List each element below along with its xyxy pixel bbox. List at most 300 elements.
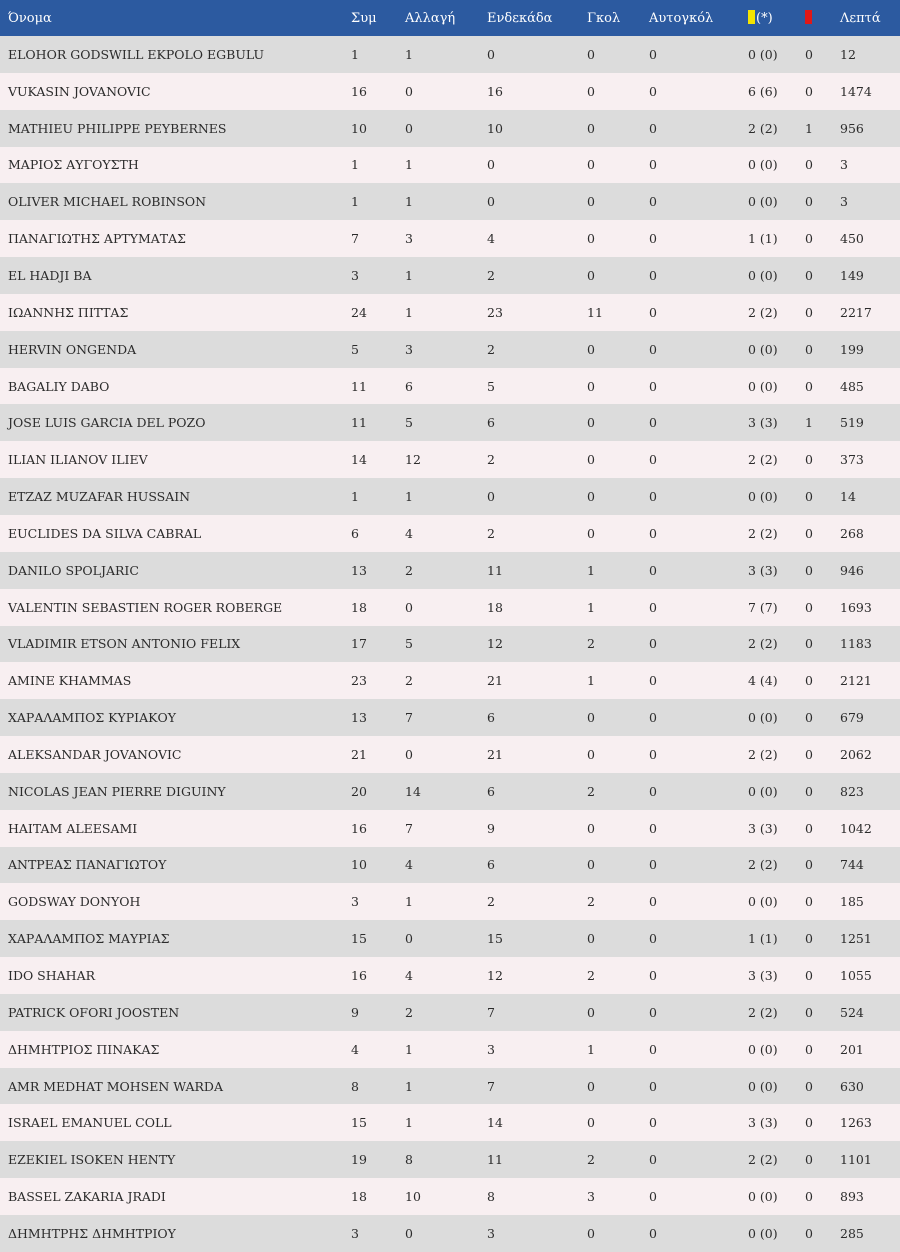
cell-subs: 0 [405,599,413,615]
cell-name[interactable]: ΧΑΡΑΛΑΜΠΟΣ ΚΥΡΙΑΚΟΥ [8,710,176,726]
cell-subs: 4 [405,525,413,541]
cell-own-goals: 0 [649,194,657,210]
cell-starts: 11 [487,562,503,578]
cell-apps: 19 [351,1152,367,1168]
header-subs[interactable]: Αλλαγή [405,10,456,26]
cell-red-cards: 0 [805,746,813,762]
cell-goals: 0 [587,378,595,394]
cell-goals: 0 [587,710,595,726]
table-row [0,736,900,773]
cell-apps: 10 [351,120,367,136]
cell-apps: 24 [351,304,367,320]
cell-name[interactable]: ΙΩΑΝΝΗΣ ΠΙΤΤΑΣ [8,304,129,320]
cell-own-goals: 0 [649,341,657,357]
table-row [0,294,900,331]
cell-own-goals: 0 [649,820,657,836]
cell-minutes: 450 [840,231,864,247]
cell-goals: 1 [587,1041,595,1057]
cell-own-goals: 0 [649,673,657,689]
cell-name[interactable]: GODSWAY DONYOH [8,894,141,910]
table-row [0,404,900,441]
cell-own-goals: 0 [649,1115,657,1131]
cell-starts: 6 [487,415,495,431]
cell-minutes: 519 [840,415,864,431]
cell-starts: 2 [487,525,495,541]
cell-goals: 0 [587,341,595,357]
header-name[interactable]: Όνομα [8,10,52,26]
cell-apps: 5 [351,341,359,357]
table-row [0,957,900,994]
cell-red-cards: 0 [805,1004,813,1020]
cell-own-goals: 0 [649,599,657,615]
cell-name[interactable]: AMR MEDHAT MOHSEN WARDA [8,1078,223,1094]
cell-goals: 0 [587,746,595,762]
cell-subs: 1 [405,267,413,283]
cell-goals: 2 [587,636,595,652]
cell-subs: 2 [405,562,413,578]
table-row [0,810,900,847]
cell-yellow-cards: 2 (2) [748,636,778,652]
cell-minutes: 956 [840,120,864,136]
cell-own-goals: 0 [649,1041,657,1057]
cell-starts: 6 [487,857,495,873]
cell-own-goals: 0 [649,931,657,947]
table-body [0,36,900,1252]
cell-minutes: 823 [840,783,864,799]
cell-own-goals: 0 [649,783,657,799]
cell-name[interactable]: VUKASIN JOVANOVIC [8,83,151,99]
cell-subs: 5 [405,636,413,652]
cell-apps: 3 [351,267,359,283]
cell-apps: 3 [351,894,359,910]
cell-subs: 1 [405,489,413,505]
header-minutes[interactable]: Λεπτά [840,10,881,26]
cell-minutes: 893 [840,1189,864,1205]
cell-minutes: 1251 [840,931,872,947]
table-row [0,368,900,405]
table-row [0,1031,900,1068]
cell-name[interactable]: ΔΗΜΗΤΡΙΟΣ ΠΙΝΑΚΑΣ [8,1041,160,1057]
cell-minutes: 2217 [840,304,872,320]
cell-subs: 0 [405,1225,413,1241]
cell-own-goals: 0 [649,489,657,505]
cell-name[interactable]: EL HADJI BA [8,267,92,283]
cell-yellow-cards: 0 (0) [748,783,778,799]
table-row [0,589,900,626]
cell-red-cards: 0 [805,83,813,99]
table-row [0,699,900,736]
cell-goals: 0 [587,120,595,136]
cell-apps: 20 [351,783,367,799]
cell-own-goals: 0 [649,120,657,136]
cell-apps: 17 [351,636,367,652]
table-row [0,147,900,184]
cell-own-goals: 0 [649,231,657,247]
cell-red-cards: 0 [805,231,813,247]
table-row [0,257,900,294]
cell-minutes: 3 [840,157,848,173]
cell-starts: 4 [487,231,495,247]
cell-red-cards: 0 [805,1041,813,1057]
cell-red-cards: 0 [805,525,813,541]
cell-apps: 16 [351,820,367,836]
cell-starts: 12 [487,636,503,652]
table-row [0,220,900,257]
header-red-cards[interactable] [805,0,840,36]
cell-red-cards: 0 [805,931,813,947]
cell-starts: 2 [487,894,495,910]
cell-apps: 7 [351,231,359,247]
cell-apps: 11 [351,415,367,431]
cell-starts: 10 [487,120,503,136]
cell-yellow-cards: 7 (7) [748,599,778,615]
table-row [0,331,900,368]
cell-name[interactable]: IDO SHAHAR [8,968,96,984]
cell-yellow-cards: 2 (2) [748,1152,778,1168]
cell-starts: 18 [487,599,503,615]
cell-starts: 23 [487,304,503,320]
cell-name[interactable]: DANILO SPOLJARIC [8,562,139,578]
cell-name[interactable]: ISRAEL EMANUEL COLL [8,1115,172,1131]
cell-apps: 9 [351,1004,359,1020]
cell-goals: 0 [587,1004,595,1020]
cell-yellow-cards: 0 (0) [748,341,778,357]
table-row [0,36,900,73]
cell-yellow-cards: 0 (0) [748,894,778,910]
cell-starts: 3 [487,1041,495,1057]
cell-starts: 21 [487,673,503,689]
cell-starts: 21 [487,746,503,762]
cell-red-cards: 0 [805,1225,813,1241]
cell-own-goals: 0 [649,562,657,578]
cell-name[interactable]: VLADIMIR ETSON ANTONIO FELIX [8,636,241,652]
cell-own-goals: 0 [649,157,657,173]
cell-minutes: 1101 [840,1152,872,1168]
cell-goals: 2 [587,783,595,799]
cell-name[interactable]: ELOHOR GODSWILL EKPOLO EGBULU [8,46,265,62]
cell-starts: 0 [487,194,495,210]
cell-yellow-cards: 2 (2) [748,857,778,873]
cell-apps: 13 [351,710,367,726]
cell-name[interactable]: HAITAM ALEESAMI [8,820,138,836]
cell-goals: 0 [587,415,595,431]
cell-name[interactable]: ILIAN ILIANOV ILIEV [8,452,148,468]
cell-yellow-cards: 0 (0) [748,267,778,283]
cell-name[interactable]: BASSEL ZAKARIA JRADI [8,1189,166,1205]
cell-apps: 1 [351,194,359,210]
cell-goals: 0 [587,1225,595,1241]
cell-yellow-cards: 2 (2) [748,525,778,541]
cell-name[interactable]: AMINE KHAMMAS [8,673,132,689]
cell-starts: 6 [487,783,495,799]
cell-goals: 2 [587,894,595,910]
cell-goals: 1 [587,599,595,615]
cell-name[interactable]: ΠΑΝΑΓΙΩΤΗΣ ΑΡΤΥΜΑΤΑΣ [8,231,186,247]
cell-apps: 21 [351,746,367,762]
cell-minutes: 630 [840,1078,864,1094]
cell-minutes: 373 [840,452,864,468]
cell-red-cards: 0 [805,562,813,578]
header-goals[interactable]: Γκολ [587,10,621,26]
cell-red-cards: 0 [805,489,813,505]
cell-apps: 1 [351,157,359,173]
cell-name[interactable]: OLIVER MICHAEL ROBINSON [8,194,207,210]
cell-subs: 7 [405,710,413,726]
cell-apps: 15 [351,1115,367,1131]
cell-subs: 8 [405,1152,413,1168]
cell-minutes: 1693 [840,599,872,615]
cell-subs: 1 [405,1078,413,1094]
cell-minutes: 524 [840,1004,864,1020]
cell-own-goals: 0 [649,378,657,394]
cell-goals: 2 [587,1152,595,1168]
cell-name[interactable]: JOSE LUIS GARCIA DEL POZO [8,415,206,431]
cell-apps: 13 [351,562,367,578]
table-row [0,1068,900,1105]
cell-goals: 0 [587,157,595,173]
cell-yellow-cards: 3 (3) [748,820,778,836]
cell-goals: 0 [587,1078,595,1094]
cell-yellow-cards: 3 (3) [748,562,778,578]
table-row [0,626,900,663]
cell-subs: 1 [405,46,413,62]
yellow-card-icon [748,10,755,24]
cell-subs: 10 [405,1189,421,1205]
cell-yellow-cards: 0 (0) [748,489,778,505]
cell-subs: 2 [405,1004,413,1020]
cell-yellow-cards: 1 (1) [748,931,778,947]
cell-yellow-cards: 3 (3) [748,1115,778,1131]
cell-red-cards: 1 [805,415,813,431]
cell-starts: 6 [487,710,495,726]
cell-subs: 0 [405,83,413,99]
table-row [0,773,900,810]
cell-yellow-cards: 0 (0) [748,1225,778,1241]
cell-subs: 6 [405,378,413,394]
table-row [0,1215,900,1252]
cell-name[interactable]: ΔΗΜΗΤΡΗΣ ΔΗΜΗΤΡΙΟΥ [8,1225,176,1241]
cell-starts: 9 [487,820,495,836]
cell-starts: 0 [487,46,495,62]
cell-name[interactable]: EZEKIEL ISOKEN HENTY [8,1152,176,1168]
cell-minutes: 1055 [840,968,872,984]
cell-red-cards: 0 [805,1078,813,1094]
cell-yellow-cards: 6 (6) [748,83,778,99]
cell-goals: 11 [587,304,603,320]
header-yellow-suffix: (*) [756,11,773,26]
cell-starts: 3 [487,1225,495,1241]
cell-yellow-cards: 0 (0) [748,1189,778,1205]
cell-name[interactable]: EUCLIDES DA SILVA CABRAL [8,525,202,541]
cell-own-goals: 0 [649,636,657,652]
cell-minutes: 285 [840,1225,864,1241]
cell-red-cards: 0 [805,710,813,726]
table-row [0,662,900,699]
cell-goals: 0 [587,46,595,62]
cell-red-cards: 0 [805,636,813,652]
cell-own-goals: 0 [649,1225,657,1241]
cell-minutes: 2062 [840,746,872,762]
cell-yellow-cards: 0 (0) [748,46,778,62]
cell-minutes: 1042 [840,820,872,836]
cell-apps: 6 [351,525,359,541]
table-row [0,478,900,515]
cell-yellow-cards: 0 (0) [748,1078,778,1094]
table-row [0,920,900,957]
cell-goals: 0 [587,452,595,468]
cell-own-goals: 0 [649,46,657,62]
cell-subs: 1 [405,894,413,910]
cell-red-cards: 0 [805,1152,813,1168]
cell-name[interactable]: PATRICK OFORI JOOSTEN [8,1004,180,1020]
table-row [0,1178,900,1215]
cell-goals: 0 [587,194,595,210]
cell-goals: 0 [587,83,595,99]
cell-red-cards: 0 [805,341,813,357]
cell-own-goals: 0 [649,746,657,762]
cell-minutes: 12 [840,46,856,62]
cell-yellow-cards: 2 (2) [748,746,778,762]
cell-minutes: 199 [840,341,864,357]
table-row [0,110,900,147]
cell-apps: 11 [351,378,367,394]
cell-own-goals: 0 [649,1004,657,1020]
cell-name[interactable]: NICOLAS JEAN PIERRE DIGUINY [8,783,226,799]
cell-starts: 2 [487,267,495,283]
cell-starts: 2 [487,452,495,468]
header-own-goals[interactable]: Αυτογκόλ [649,10,714,26]
cell-own-goals: 0 [649,1189,657,1205]
cell-apps: 1 [351,46,359,62]
table-row [0,883,900,920]
cell-subs: 1 [405,1115,413,1131]
cell-own-goals: 0 [649,452,657,468]
cell-minutes: 3 [840,194,848,210]
cell-own-goals: 0 [649,415,657,431]
cell-red-cards: 0 [805,378,813,394]
cell-own-goals: 0 [649,525,657,541]
cell-own-goals: 0 [649,894,657,910]
cell-goals: 0 [587,525,595,541]
cell-goals: 0 [587,1115,595,1131]
cell-name[interactable]: MATHIEU PHILIPPE PEYBERNES [8,120,227,136]
table-row [0,515,900,552]
cell-own-goals: 0 [649,710,657,726]
cell-name[interactable]: HERVIN ONGENDA [8,341,137,357]
cell-goals: 1 [587,673,595,689]
cell-starts: 5 [487,378,495,394]
cell-red-cards: 1 [805,120,813,136]
cell-subs: 0 [405,931,413,947]
cell-own-goals: 0 [649,968,657,984]
table-row [0,1141,900,1178]
cell-subs: 1 [405,304,413,320]
cell-name[interactable]: ALEKSANDAR JOVANOVIC [8,746,182,762]
cell-name[interactable]: VALENTIN SEBASTIEN ROGER ROBERGE [8,599,283,615]
cell-name[interactable]: ΑΝΤΡΕΑΣ ΠΑΝΑΓΙΩΤΟΥ [8,857,167,873]
cell-starts: 7 [487,1004,495,1020]
cell-yellow-cards: 0 (0) [748,378,778,394]
cell-name[interactable]: BAGALIY DABO [8,378,110,394]
cell-apps: 16 [351,83,367,99]
cell-starts: 0 [487,489,495,505]
cell-starts: 11 [487,1152,503,1168]
cell-starts: 8 [487,1189,495,1205]
cell-apps: 14 [351,452,367,468]
table-row [0,994,900,1031]
cell-subs: 1 [405,1041,413,1057]
table-row [0,847,900,884]
cell-yellow-cards: 2 (2) [748,1004,778,1020]
cell-apps: 3 [351,1225,359,1241]
cell-red-cards: 0 [805,857,813,873]
cell-subs: 5 [405,415,413,431]
cell-apps: 18 [351,1189,367,1205]
cell-goals: 0 [587,231,595,247]
cell-apps: 8 [351,1078,359,1094]
cell-subs: 4 [405,968,413,984]
cell-goals: 0 [587,857,595,873]
header-yellow-cards[interactable] [748,0,805,36]
table-row [0,552,900,589]
cell-minutes: 1183 [840,636,872,652]
cell-yellow-cards: 1 (1) [748,231,778,247]
table-row [0,1104,900,1141]
cell-yellow-cards: 3 (3) [748,415,778,431]
cell-red-cards: 0 [805,194,813,210]
cell-name[interactable]: ETZAZ MUZAFAR HUSSAIN [8,489,191,505]
cell-minutes: 744 [840,857,864,873]
cell-name[interactable]: ΧΑΡΑΛΑΜΠΟΣ ΜΑΥΡΙΑΣ [8,931,170,947]
cell-red-cards: 0 [805,157,813,173]
cell-minutes: 485 [840,378,864,394]
cell-goals: 3 [587,1189,595,1205]
cell-apps: 23 [351,673,367,689]
cell-red-cards: 0 [805,1189,813,1205]
cell-subs: 0 [405,120,413,136]
table-row [0,73,900,110]
cell-goals: 1 [587,562,595,578]
cell-minutes: 201 [840,1041,864,1057]
header-apps[interactable]: Συμ [351,10,377,26]
cell-starts: 7 [487,1078,495,1094]
cell-own-goals: 0 [649,83,657,99]
cell-name[interactable]: ΜΑΡΙΟΣ ΑΥΓΟΥΣΤΗ [8,157,139,173]
cell-minutes: 14 [840,489,856,505]
cell-red-cards: 0 [805,894,813,910]
cell-own-goals: 0 [649,1152,657,1168]
cell-subs: 14 [405,783,421,799]
header-starts[interactable]: Ενδεκάδα [487,10,553,26]
cell-minutes: 679 [840,710,864,726]
cell-goals: 2 [587,968,595,984]
cell-subs: 4 [405,857,413,873]
cell-yellow-cards: 3 (3) [748,968,778,984]
cell-minutes: 1474 [840,83,872,99]
cell-apps: 16 [351,968,367,984]
cell-goals: 0 [587,820,595,836]
cell-starts: 15 [487,931,503,947]
table-row [0,183,900,220]
cell-yellow-cards: 2 (2) [748,452,778,468]
table-row [0,441,900,478]
cell-apps: 15 [351,931,367,947]
table-header-row [0,0,900,36]
cell-red-cards: 0 [805,599,813,615]
cell-goals: 0 [587,489,595,505]
cell-yellow-cards: 0 (0) [748,157,778,173]
cell-yellow-cards: 4 (4) [748,673,778,689]
